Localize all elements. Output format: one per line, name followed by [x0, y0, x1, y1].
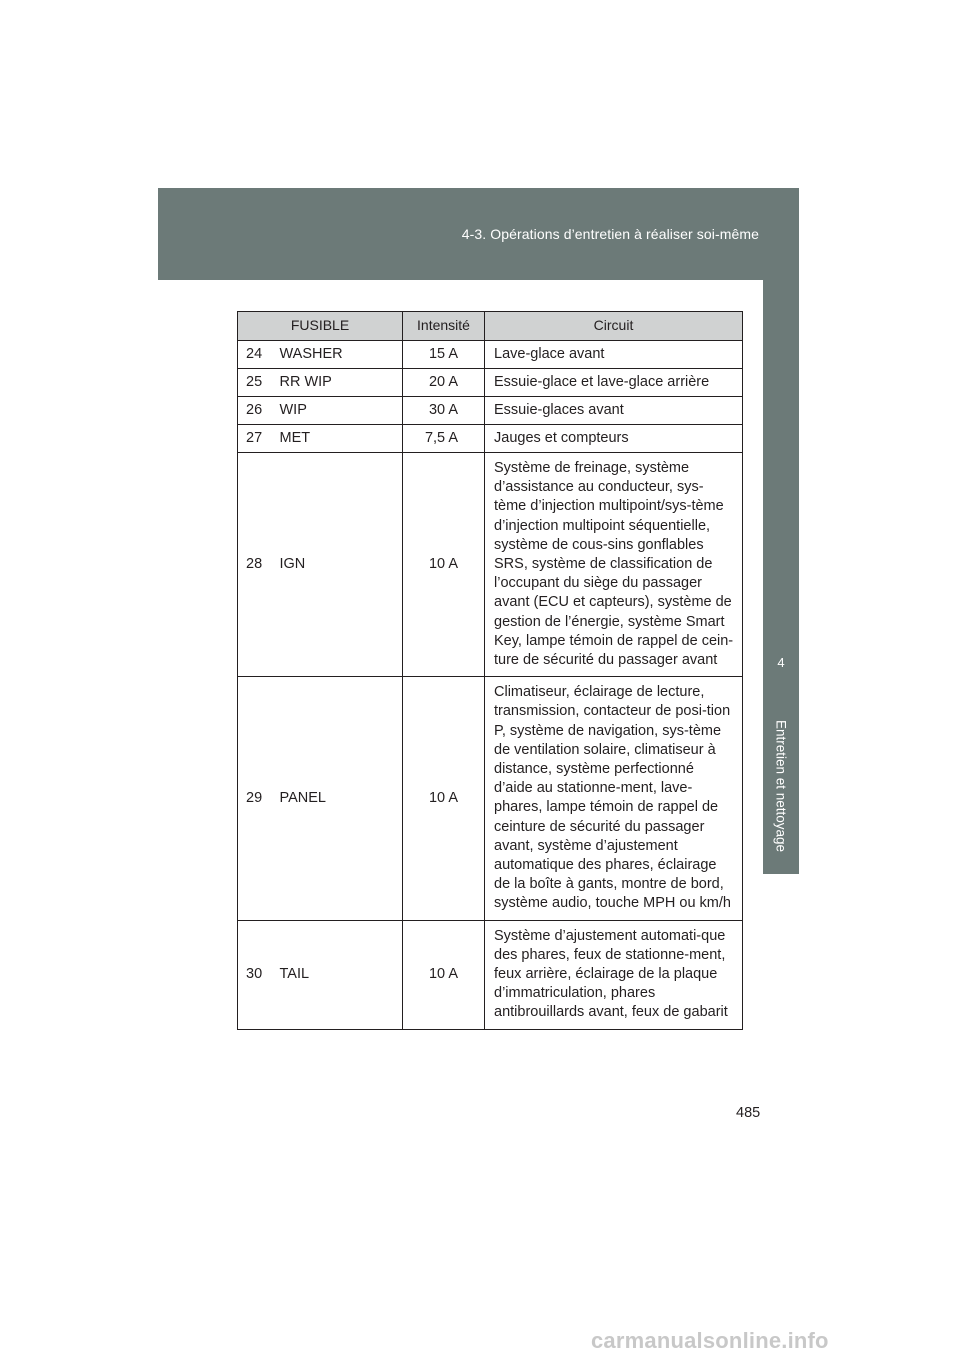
- fuse-name: IGN: [270, 453, 403, 677]
- fuse-number: 24: [238, 341, 270, 369]
- fuse-number: 29: [238, 677, 270, 920]
- column-header-fuse: FUSIBLE: [238, 312, 403, 341]
- table-row: [238, 920, 743, 1029]
- fuse-number: 30: [238, 920, 270, 1029]
- fuse-number: 25: [238, 369, 270, 397]
- page-number: 485: [736, 1105, 761, 1121]
- watermark: carmanualsonline.info: [591, 1328, 829, 1353]
- fuse-amperage: 30 A: [403, 397, 485, 425]
- fuse-name: WASHER: [270, 341, 403, 369]
- section-header: [158, 188, 799, 280]
- chapter-label: Entretien et nettoyage: [773, 719, 789, 853]
- table-row: [238, 397, 743, 425]
- fuse-circuit: Système d’ajustement automati-que des phares, feux de stationne-ment, feux arrière, éclairage de la plaque d’immatriculation, phares antibrouillards avant, feux de gabarit: [485, 920, 743, 1029]
- section-title: 4-3. Opérations d’entretien à réaliser soi-même: [461, 226, 759, 242]
- fuse-amperage: 20 A: [403, 369, 485, 397]
- fuse-number: 26: [238, 397, 270, 425]
- fuse-name: TAIL: [270, 920, 403, 1029]
- table-row: [238, 369, 743, 397]
- fuse-amperage: 10 A: [403, 920, 485, 1029]
- fuse-circuit: Essuie-glaces avant: [485, 397, 743, 425]
- column-header-amperage: Intensité: [403, 312, 485, 341]
- fuse-number: 28: [238, 453, 270, 677]
- fuse-name: MET: [270, 425, 403, 453]
- table-header-row: [238, 312, 743, 341]
- chapter-number: 4: [777, 655, 785, 670]
- fuse-circuit: Lave-glace avant: [485, 341, 743, 369]
- fuse-circuit: Essuie-glace et lave-glace arrière: [485, 369, 743, 397]
- table-row: [238, 677, 743, 920]
- fuse-name: RR WIP: [270, 369, 403, 397]
- fuse-table: [237, 311, 743, 1030]
- fuse-amperage: 10 A: [403, 677, 485, 920]
- chapter-tab: [763, 280, 799, 874]
- fuse-number: 27: [238, 425, 270, 453]
- fuse-amperage: 10 A: [403, 453, 485, 677]
- fuse-amperage: 7,5 A: [403, 425, 485, 453]
- fuse-name: PANEL: [270, 677, 403, 920]
- table-row: [238, 425, 743, 453]
- table-row: [238, 453, 743, 677]
- fuse-circuit: Jauges et compteurs: [485, 425, 743, 453]
- fuse-name: WIP: [270, 397, 403, 425]
- fuse-circuit: Système de freinage, système d’assistance au conducteur, sys-tème d’injection multipoint/sys-tème d’injection multipoint séquentielle, système de cous-sins gonflables SRS, système de classification de l’occupant du siège du passager avant (ECU et capteurs), système de gestion de l’énergie, système Smart Key, lampe témoin de rappel de cein-ture de sécurité du passager avant: [485, 453, 743, 677]
- fuse-amperage: 15 A: [403, 341, 485, 369]
- table-row: [238, 341, 743, 369]
- fuse-circuit: Climatiseur, éclairage de lecture, transmission, contacteur de posi-tion P, système de navigation, sys-tème de ventilation solaire, climatiseur à distance, système perfectionné d’aide au stationne-ment, lave-phares, lampe témoin de rappel de ceinture de sécurité du passager avant, système d’ajustement automatique des phares, éclairage de la boîte à gants, montre de bord, système audio, touche MPH ou km/h: [485, 677, 743, 920]
- column-header-circuit: Circuit: [485, 312, 743, 341]
